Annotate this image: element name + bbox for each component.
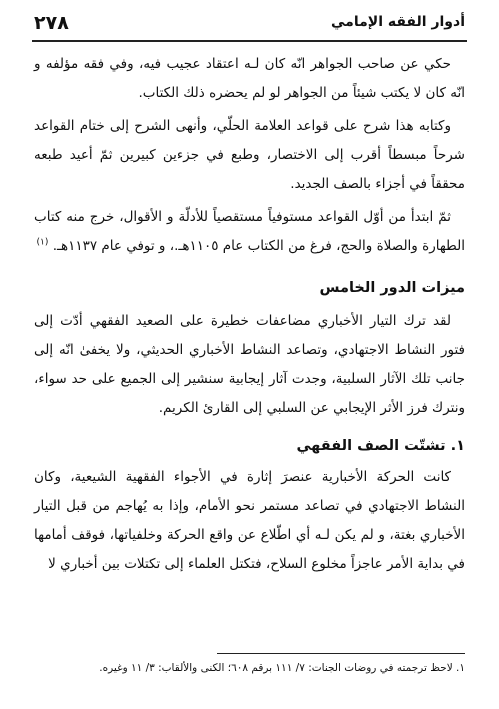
footnote-reference[interactable]: (١) <box>36 237 49 248</box>
main-text <box>34 50 465 583</box>
page-header <box>34 10 465 40</box>
footnote: ١. لاحظ ترجمته في روضات الجنات: ٧/ ١١١ برقم ٦٠٨؛ الكنى والألقاب: ٣/ ١١ وغيره. <box>99 662 465 674</box>
page-number: ٢٧٨ <box>34 12 69 34</box>
paragraph-3-text: ثمّ ابتدأ من أوّل القواعد مستوفياً مستقصياً للأدلّة و الأقوال، خرج منه كتاب الطهارة والصلاة والحج، فرغ من الكتاب عام ١١٠٥هـ.، و توفي عام ١١٣٧هـ. <box>34 209 465 254</box>
header-rule <box>32 40 467 42</box>
paragraph-1: حكي عن صاحب الجواهر انّه كان لـه اعتقاد عجيب فيه، وفي فقه مؤلفه و انّه كان لا يكتب شيئاً من الجواهر لو لم يحضره ذلك الكتاب. <box>34 56 465 101</box>
paragraph-3 <box>34 203 465 261</box>
footnote-rule <box>217 653 465 654</box>
paragraph-5: كانت الحركة الأخبارية عنصرَ إثارة في الأجواء الفقهية الشيعية، وكان النشاط الاجتهادي في تصاعد مستمر نحو الأمام، وإذا به يُهاجم من قبل التيار الأخباري بغتة، و لم يكن لـه أي اطّلاع عن واقع الحركة وخلفياتها، فوقف أمامها في بداية الأمر عاجزاً مخلوع السلاح، فتكتل العلماء إلى تكتلات بين أخباري لا <box>34 469 465 572</box>
section-heading: ميزات الدور الخامس <box>319 280 465 296</box>
subsection-heading: ١. تشتّت الصف الفقهي <box>296 438 465 454</box>
paragraph-2: وكتابه هذا شرح على قواعد العلامة الحلّي، وأنهى الشرح إلى ختام القواعد شرحاً مبسطاً أقرب إلى الاختصار، وطبع في جزءين كبيرين ثمّ أعيد طبعه محققاً في أجزاء بالصف الجديد. <box>34 118 465 192</box>
running-title: أدوار الفقه الإمامي <box>331 14 465 30</box>
paragraph-4: لقد ترك التيار الأخباري مضاعفات خطيرة على الصعيد الفقهي أدّت إلى فتور النشاط الاجتهادي، وتصاعد النشاط الأخباري الحديثي، ولا يخفىٰ انّه إلى جانب تلك الآثار السلبية، وجدت آثار إيجابية سنشير إلى الجميع على حد سواء، ونترك فرز الأثر الإيجابي عن السلبي إلى القارئ الكريم. <box>34 313 465 416</box>
